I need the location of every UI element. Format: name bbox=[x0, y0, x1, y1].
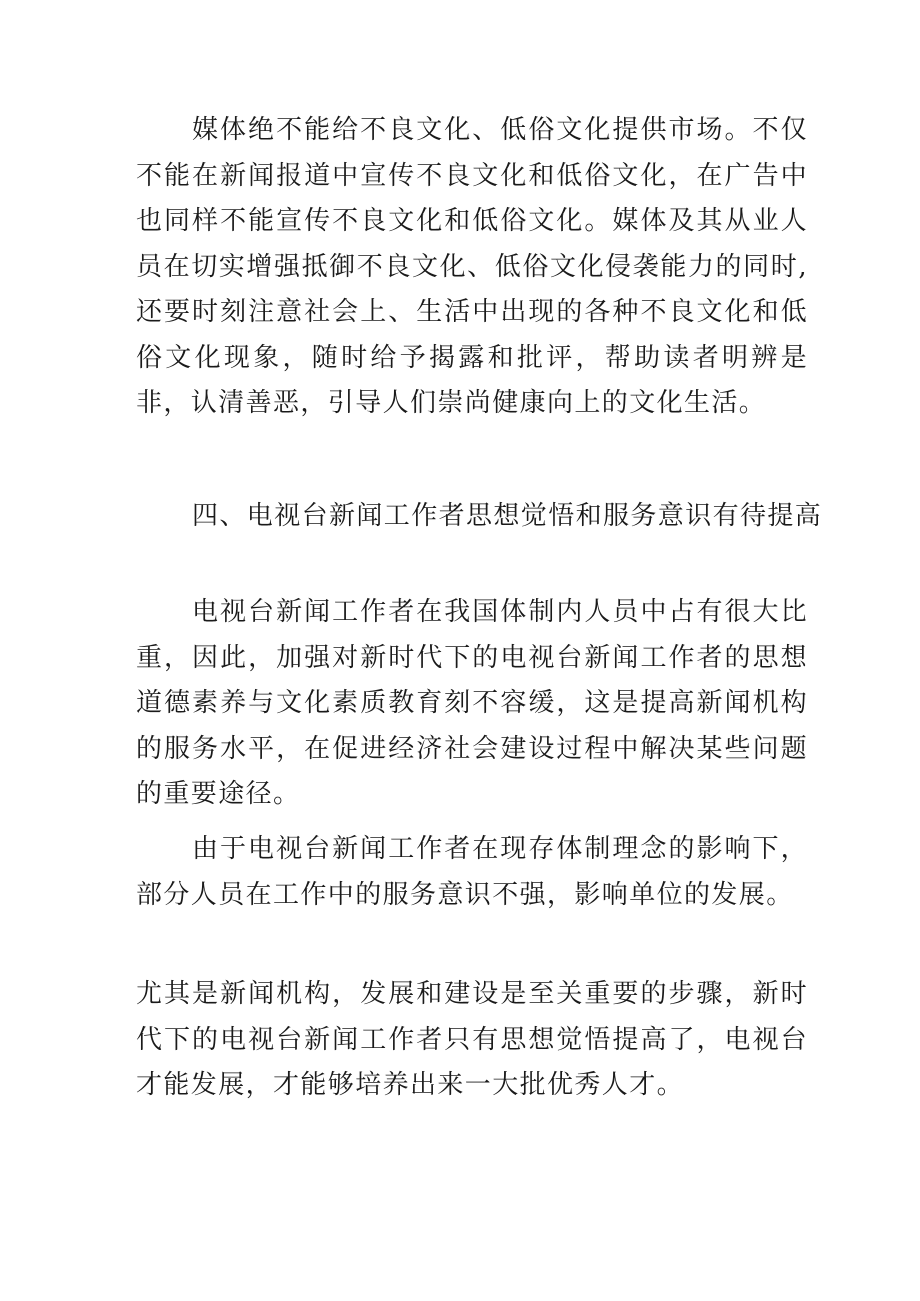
paragraph-media-vulgar-culture: 媒体绝不能给不良文化、低俗文化提供市场。不仅不能在新闻报道中宣传不良文化和低俗文化，在广告中也同样不能宣传不良文化和低俗文化。媒体及其从业人员在切实增强抵御不良文化、低俗文化侵袭能力的同时,还要时刻注意社会上、生活中出现的各种不良文化和低俗文化现象，随时给予揭露和批评，帮助读者明辨是非，认清善恶，引导人们崇尚健康向上的文化生活。 bbox=[136, 115, 808, 418]
section-heading: 四、电视台新闻工作者思想觉悟和服务意识有待提高 bbox=[192, 501, 823, 531]
paragraph-tv-journalists-proportion: 电视台新闻工作者在我国体制内人员中占有很大比重，因此，加强对新时代下的电视台新闻工作者的思想道德素养与文化素质教育刻不容缓，这是提高新闻机构的服务水平，在促进经济社会建设过程中解决某些问题的重要途径。 bbox=[136, 597, 808, 809]
paragraph-service-awareness: 由于电视台新闻工作者在现存体制理念的影响下，部分人员在工作中的服务意识不强，影响单位的发展。 bbox=[136, 834, 808, 910]
paragraph-news-institutions: 尤其是新闻机构，发展和建设是至关重要的步骤，新时代下的电视台新闻工作者只有思想觉悟提高了，电视台才能发展，才能够培养出来一大批优秀人才。 bbox=[136, 979, 808, 1100]
